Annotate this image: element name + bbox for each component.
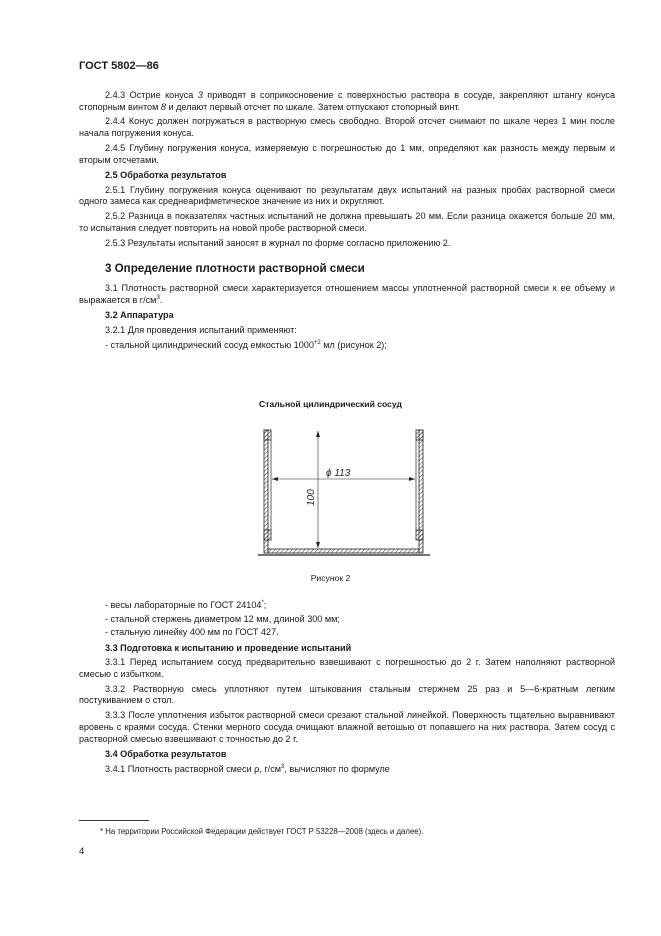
text-run: 3.1 Плотность растворной смеси характеризуется отношением массы уплотненной растворной смеси к ее объему и выражается в г/см <box>79 282 615 305</box>
text-run: 3.4.1 Плотность растворной смеси ρ, г/см <box>105 763 282 774</box>
text-run: , вычисляют по формуле <box>284 763 390 774</box>
vessel-drawing-svg <box>258 418 438 563</box>
height-label: 100 <box>306 489 317 506</box>
footnote: * На территории Российской Федерации действует ГОСТ Р 53228—2008 (здесь и далее). <box>100 827 424 836</box>
paragraph-2-4-4: 2.4.4 Конус должен погружаться в растворную смесь свободно. Второй отсчет снимают по шкале через 1 мин после начала погружения конуса. <box>79 116 615 139</box>
page-number: 4 <box>79 846 85 857</box>
text-run: мл (рисунок 2); <box>320 339 387 350</box>
paragraph-3-3-2: 3.3.2 Растворную смесь уплотняют путем штыкования стальным стержнем 25 раз и 5—6-кратным легким постукиванием о стол. <box>79 683 615 706</box>
left-bottom-rim <box>264 530 271 540</box>
list-item-scales <box>105 600 615 612</box>
body-lower <box>79 600 615 779</box>
right-top-rim <box>416 430 423 440</box>
paragraph-3-1 <box>79 283 615 306</box>
footnote-separator <box>79 820 149 821</box>
paragraph-3-2-1: 3.2.1 Для проведения испытаний применяют: <box>105 324 297 335</box>
document-header: ГОСТ 5802—86 <box>79 60 159 72</box>
vessel-bottom <box>268 549 419 553</box>
text-run: - весы лабораторные по ГОСТ 24104 <box>105 600 262 610</box>
text-run: . <box>159 294 163 305</box>
text-run: - стальной цилиндрический сосуд емкостью 1000 <box>105 339 314 350</box>
text-run: и делают первый отсчет по шкале. Затем отпускают стопорный винт. <box>165 101 461 112</box>
text-run: ; <box>263 600 267 610</box>
superscript: 3 <box>281 763 285 770</box>
figure-title: Стальной цилиндрический сосуд <box>259 399 402 409</box>
heading-3-2: 3.2 Аппаратура <box>105 310 174 321</box>
text-run: 2.4.3 Острие конуса <box>105 90 198 100</box>
text-run-italic: 8 <box>160 101 166 112</box>
paragraph-3-4-1 <box>79 764 615 776</box>
superscript: 3 <box>156 294 160 301</box>
paragraph-2-4-3 <box>79 90 615 113</box>
superscript: * <box>261 599 264 606</box>
superscript: +2 <box>313 339 321 346</box>
list-item-vessel <box>105 340 615 352</box>
heading-section-3: 3 Определение плотности растворной смеси <box>105 262 365 276</box>
paragraph-2-5-1: 2.5.1 Глубину погружения конуса оценивают по результатам двух испытаний на разных пробах растворной смеси одного замеса как среднеарифметическое значение из них и округляют. <box>79 184 615 207</box>
left-top-rim <box>264 430 271 440</box>
paragraph-2-5-2: 2.5.2 Разница в показателях частных испытаний не должна превышать 20 мм. Если разница окажется больше 20 мм, то испытания следует повторить на новой пробе растворной смеси. <box>79 211 615 233</box>
figure-vessel-drawing <box>258 418 438 563</box>
paragraph-2-4-5: 2.4.5 Глубину погружения конуса, измеряемую с погрешностью до 1 мм, определяют как разность между первым и вторым отсчетами. <box>79 142 615 165</box>
diameter-label: ϕ 113 <box>326 468 351 479</box>
paragraph-3-3-1: 3.3.1 Перед испытанием сосуд предварительно взвешивают с погрешностью до 2 г. Затем наполняют растворной смесью с избытком. <box>79 657 615 679</box>
heading-3-3: 3.3 Подготовка к испытанию и проведение испытаний <box>105 642 352 653</box>
text-run: приводят в соприкосновение с поверхностью раствора в сосуде, закрепляют штангу конуса стопорным винтом <box>79 90 615 112</box>
body-upper <box>79 90 615 353</box>
paragraph-2-5-3: 2.5.3 Результаты испытаний заносят в журнал по форме согласно приложению 2. <box>105 237 451 248</box>
text-run-italic: 3 <box>197 90 203 100</box>
right-bottom-rim <box>416 530 423 540</box>
heading-2-5: 2.5 Обработка результатов <box>105 170 227 181</box>
figure-caption: Рисунок 2 <box>310 573 351 583</box>
heading-3-4: 3.4 Обработка результатов <box>105 749 227 760</box>
list-item-rod: - стальной стержень диаметром 12 мм, длиной 300 мм; <box>105 613 340 624</box>
paragraph-3-3-3: 3.3.3 После уплотнения избыток растворной смеси срезают стальной линейкой. Поверхность тщательно выравнивают вровень с краями сосуда. Стенки мерного сосуда очищают влажной ветошью от попавшего на них раствора. Затем сосуд с растворной смесью взвешивают с точностью до 2 г. <box>79 710 615 744</box>
list-item-ruler: - стальную линейку 400 мм по ГОСТ 427. <box>105 627 279 638</box>
